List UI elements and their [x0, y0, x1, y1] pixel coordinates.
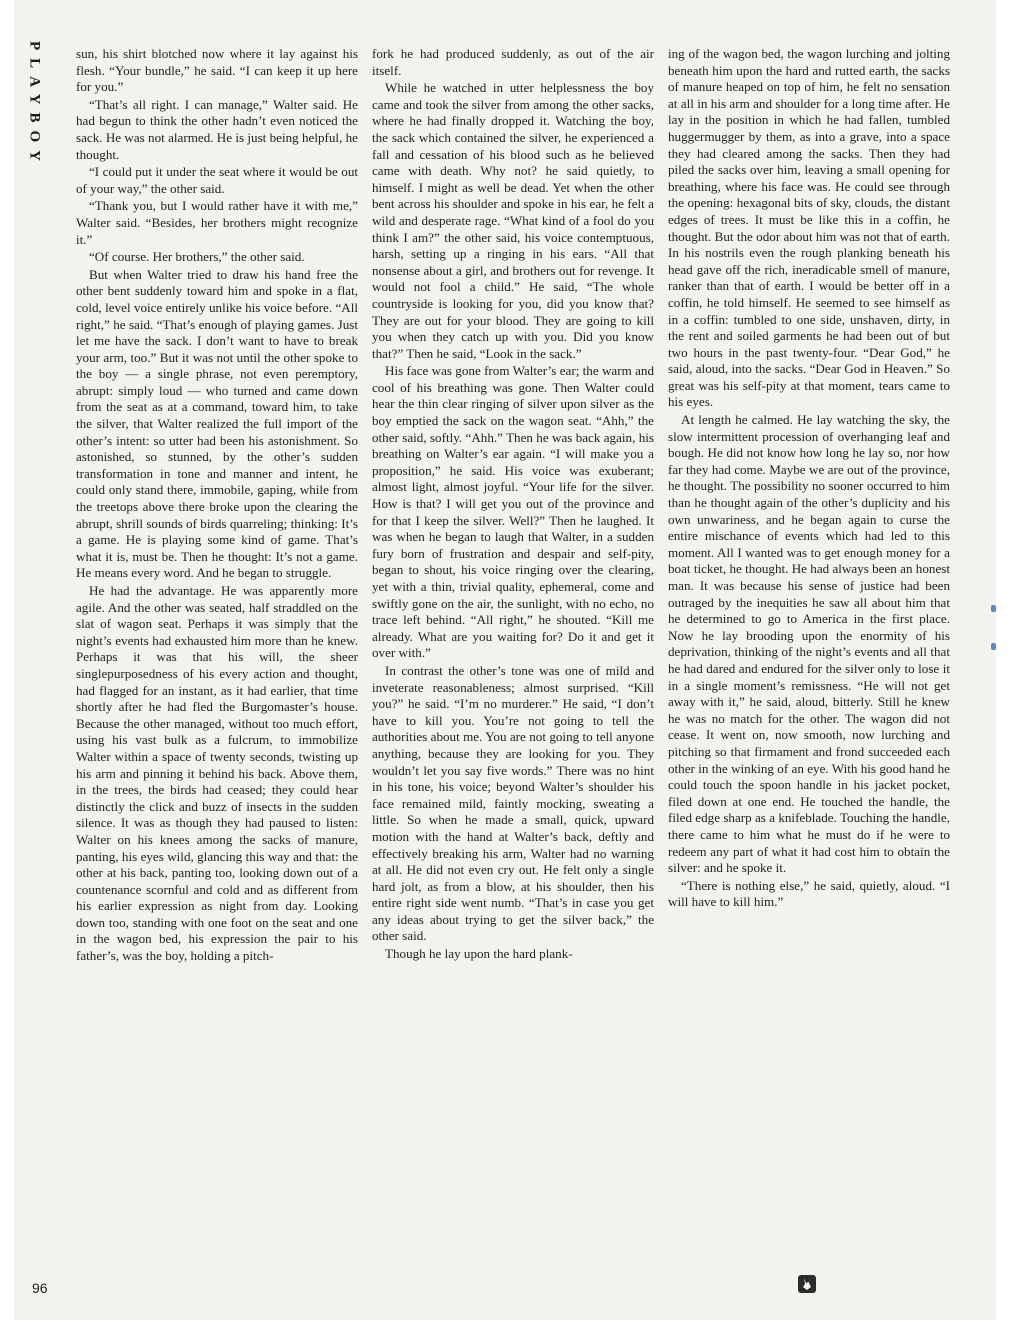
text-column-3: [668, 46, 950, 1286]
paragraph: “Thank you, but I would rather have it with me,” Walter said. “Besides, her brothers might recognize it.”: [76, 198, 358, 247]
paragraph: “I could put it under the seat where it would be out of your way,” the other said.: [76, 164, 358, 196]
paragraph: “There is nothing else,” he said, quietly, aloud. “I will have to kill him.”: [668, 877, 950, 910]
paragraph: sun, his shirt blotched now where it lay against his flesh. “Your bundle,” he said. “I can keep it up here for you.”: [76, 46, 358, 95]
paragraph: fork he had produced suddenly, as out of the air itself.: [372, 46, 654, 78]
text-column-2: [372, 46, 654, 1286]
masthead: [14, 40, 54, 170]
scan-margin-mark: [991, 605, 996, 612]
paragraph: At length he calmed. He lay watching the sky, the slow intermittent procession of overhanging leaf and bough. He did not know how long he lay so, nor how far they had come. Maybe we are out of the province, he thought. The possibility no sooner occurred to him than he thought again of the other’s duplicity and his own unwariness, and he began again to curse the entire mischance of events which had led to this moment. All I wanted was to get enough money for a boat ticket, he thought. He had always been an honest man. It was because his sense of justice had been outraged by the inequities he saw all about him that he determined to go to America in the first place. Now he lay brooding upon the enormity of his deprivation, thinking of the night’s events and all that he had dared and endured for the silver only to lose it in a single moment’s remissness. “He will not get away with it,” he said, aloud, bitterly. Still he knew he was no match for the other. The wagon did not cease. It went on, now smooth, now lurching and pitching so that firmament and frond succeeded each other in the winking of an eye. With his good hand he could touch the spoon handle in his jacket pocket, filed down at one end. He touched the handle, the filed edge sharp as a knifeblade. Touching the handle, there came to him what he must do if he were to redeem any part of what it had cost him to obtain the silver: and he spoke it.: [668, 412, 950, 876]
paragraph: In contrast the other’s tone was one of mild and inveterate reasonableness; almost surprised. “Kill you?” he said. “I’m no murderer.” He said, “I don’t have to kill you. You’re not going to tell the authorities about me. You are not going to tell anyone anything, because they are looking for you. They wouldn’t let you say five words.” There was no hint in his tone, his voice; beyond Walter’s shoulder his face remained mild, faintly mocking, sweating a little. So when he made a small, quick, upward motion with the hand at Walter’s back, deftly and effectively breaking his arm, Walter had no warning at all. He did not even cry out. He felt only a single hard jolt, as from a blow, at his shoulder, then his entire right side went numb. “That’s in case you get any ideas about trying to get the silver back,” the other said.: [372, 662, 654, 944]
page-number: 96: [32, 1280, 48, 1296]
paragraph: ing of the wagon bed, the wagon lurching and jolting beneath him upon the hard and rutted earth, the sacks of manure heaped on top of him, he felt no sensation at all in his arm and shoulder for a long time after. He lay in the position in which he had fallen, tumbled huggermugger by them, as into a grave, into a space they had cleared among the sacks. Then they had piled the sacks over him, leaving a small opening for breathing, where his face was. He could see through the opening: hexagonal bits of sky, clouds, the distant edges of trees. It must be like this in a coffin, he thought. But the odor about him was not that of earth. In his nostrils even the rough planking beneath his head gave off the rich, ineradicable smell of manure, ranker than that of earth. I would be better off in a coffin, he told himself. He seemed to see himself as in a coffin: tumbled to one side, unshaven, dirty, in the rent and soiled garments he had been out of but two hours in the past twenty-four. “Dear God,” he said, aloud, into the sacks. “Dear God in Heaven.” So great was his self-pity at that moment, tears came to his eyes.: [668, 46, 950, 410]
scan-margin-mark: [991, 643, 996, 650]
paragraph: He had the advantage. He was apparently more agile. And the other was seated, half straddled on the slat of wagon seat. Perhaps it was simply that the night’s events had exhausted him more than he knew. Perhaps it was that his will, the sheer singlepurposedness of his every action and thought, had flagged for an instant, as it had earlier, that time shortly after he had fled the Burgomaster’s house. Because the other managed, without too much effort, using his vast bulk as a fulcrum, to immobilize Walter within a space of twenty seconds, twisting up his arm and pinning it behind his back. Above them, in the trees, the birds had ceased; they could hear distinctly the click and buzz of insects in the sudden silence. It was as though they had paused to listen: Walter on his knees among the sacks of manure, panting, his eyes wild, glancing this way and that: the other at his back, panting too, looking down out of a countenance scornful and cold and as different from his earlier expression as night from day. Looking down too, standing with one foot on the seat and one in the wagon bed, his expression the pair to his father’s, was the boy, holding a pitch-: [76, 583, 358, 964]
playboy-rabbit-icon: [798, 1275, 816, 1293]
paragraph: “Of course. Her brothers,” the other said.: [89, 249, 305, 265]
paragraph: While he watched in utter helplessness the boy came and took the silver from among the other sacks, where he had finally dropped it. Watching the boy, the sack which contained the silver, he experienced a fall and cessation of his blood such as he believed came with death. Why not? he said quietly, to himself. I might as well be dead. Yet when the other bent across his shoulder and spoke in his ear, he felt a wild and desperate rage. “What kind of a fool do you think I am?” the other said, his voice contemptuous, harsh, setting up a ringing in his ears. “All that nonsense about a girl, and brothers out for revenge. It would not fool a child.” He said, “The whole countryside is looking for you, did you know that? They are out for your blood. They are going to kill you when they catch up with you. Did you know that?” Then he said, “Look in the sack.”: [372, 80, 654, 361]
paragraph: Though he lay upon the hard plank-: [385, 946, 573, 962]
paragraph: “That’s all right. I can manage,” Walter said. He had begun to think the other hadn’t even noticed the sack. He was not alarmed. He is just being helpful, he thought.: [76, 96, 358, 162]
paragraph: But when Walter tried to draw his hand free the other bent suddenly toward him and spoke in a flat, cold, level voice entirely unlike his voice before. “All right,” he said. “That’s enough of playing games. Just let me have the sack. I don’t want to have to break your arm, too.” But it was not until the other spoke to the boy — a single phrase, not even peremptory, abrupt: simply loud — who turned and came down from the seat as at a command, toward him, to take the silver, that Walter realized the full import of the other’s intent: so utter had been his astonishment. So astonished, so stunned, by the other’s sudden transformation in tone and manner and intent, he could only stand there, immobile, gaping, while from the treetops above there broke upon the clearing the abrupt, shrill sounds of birds quarreling; thinking: It’s a game. He is playing some kind of game. That’s what it is, must be. Then he thought: It’s not a game. He means every word. And he began to struggle.: [76, 266, 358, 581]
masthead-text: PLAYBOY: [26, 41, 43, 169]
text-column-1: [76, 46, 358, 1286]
paragraph: His face was gone from Walter’s ear; the warm and cool of his breathing was gone. Then Walter could hear the thin clear ringing of silver upon silver as the boy emptied the sack on the wagon seat. “Ahh,” the other said, softly. “Ahh.” Then he was back again, his breathing on Walter’s ear again. “I will make you a proposition,” he said. His voice was exuberant; almost light, almost joyful. “Your life for the silver. How is that? I will get you out of the province and for that I keep the silver. Well?” Then he laughed. It was when he began to laugh that Walter, in a sudden fury born of frustration and despair and self-pity, began to shout, his voice ringing over the clearing, yet with a thin, trivial quality, ephemeral, come and swiftly gone on the air, the sunlight, with no echo, no trace left behind. “All right,” he shouted. “Kill me already. What are you waiting for? Do it and get it over with.”: [372, 363, 654, 661]
